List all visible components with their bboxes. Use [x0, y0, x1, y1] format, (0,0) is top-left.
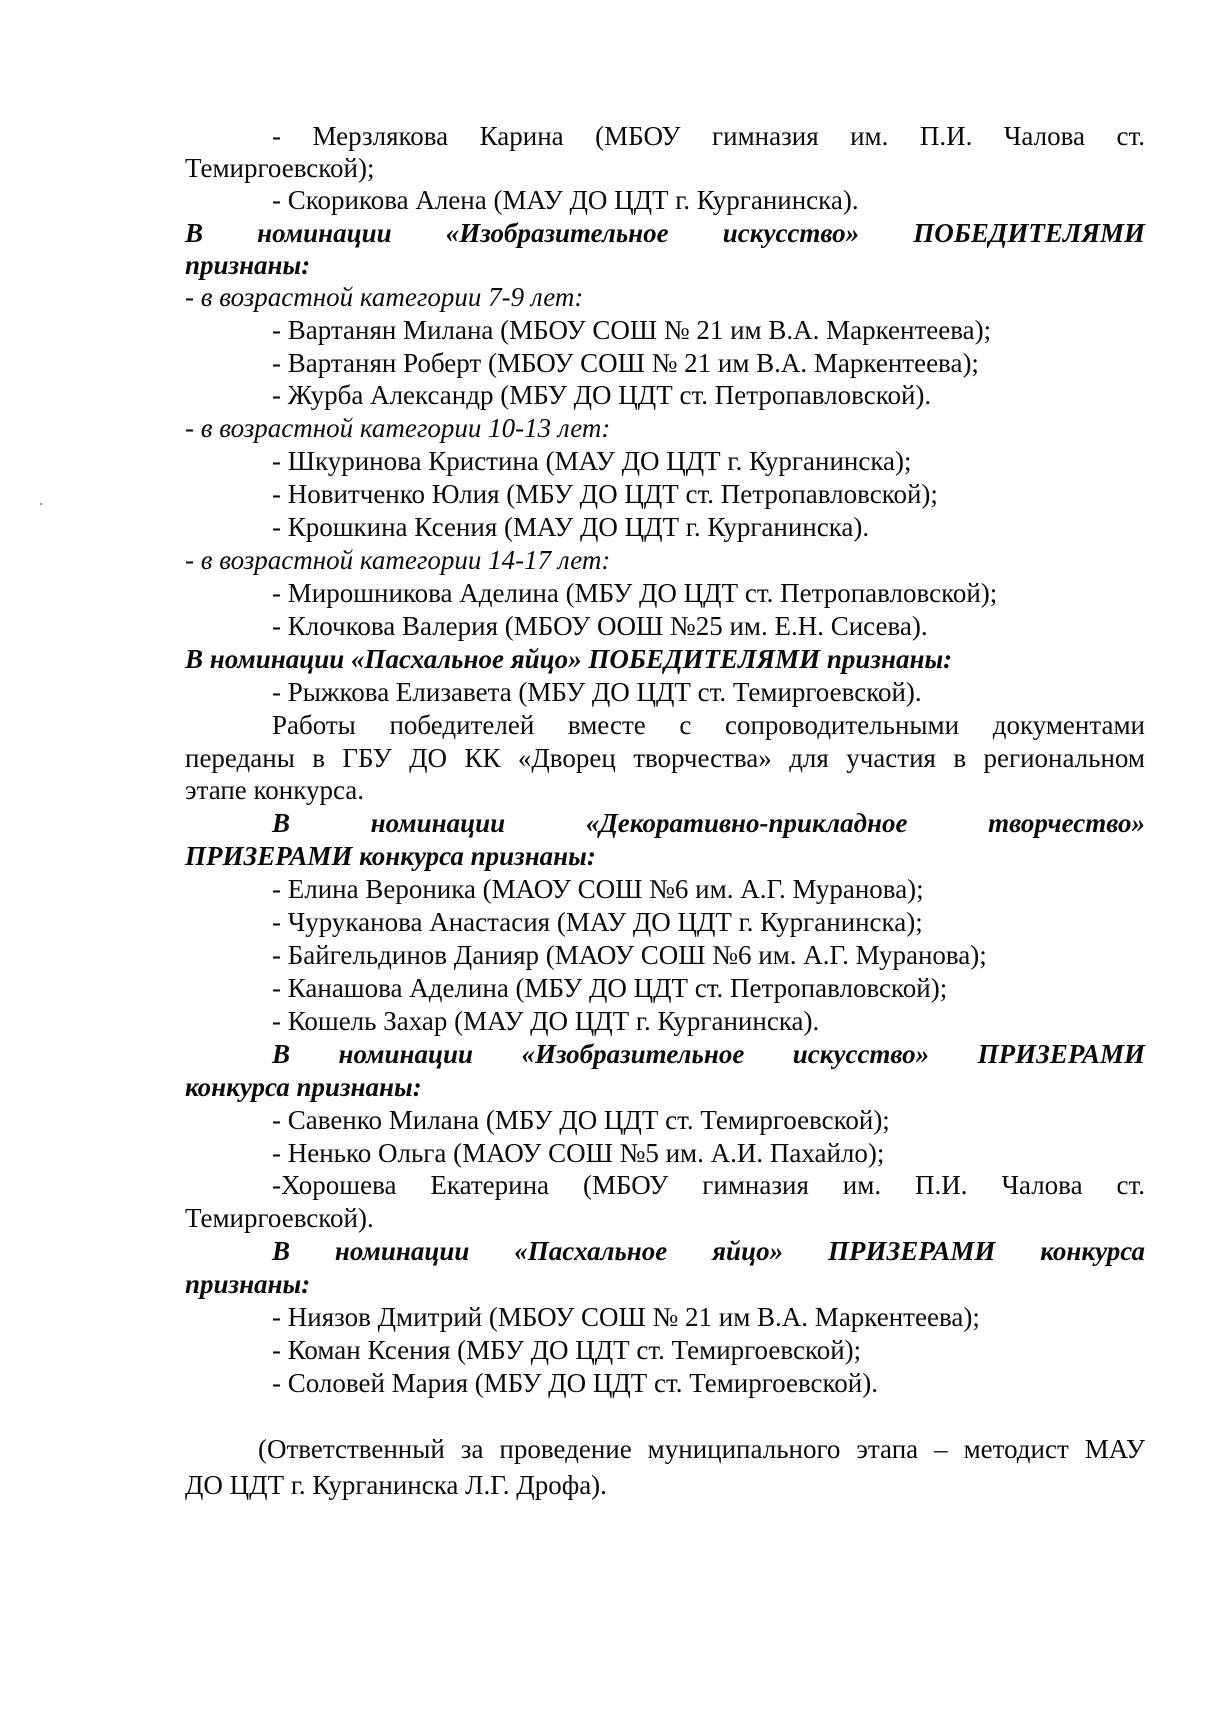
text-line: признаны:	[185, 1269, 311, 1299]
text-line: - Скорикова Алена (МАУ ДО ЦДТ г. Курганинска).	[272, 185, 859, 215]
text-line: - Вартанян Милана (МБОУ СОШ № 21 им В.А. Маркентеева);	[272, 315, 992, 345]
text-line: В номинации «Пасхальное яйцо» ПОБЕДИТЕЛЯМИ признаны:	[185, 644, 953, 674]
text-line: Темиргоевской).	[185, 1203, 374, 1233]
text-line: - в возрастной категории 7-9 лет:	[185, 282, 584, 312]
text-line: признаны:	[185, 250, 311, 280]
text-line: этапе конкурса.	[185, 775, 365, 805]
text-line: (Ответственный за проведение муниципального этапа – методист МАУ	[258, 1434, 1145, 1464]
text-line: - Канашова Аделина (МБУ ДО ЦДТ ст. Петропавловской);	[272, 973, 948, 1003]
text-line: - Журба Александр (МБУ ДО ЦДТ ст. Петропавловской).	[272, 380, 932, 410]
text-line: - в возрастной категории 14-17 лет:	[185, 545, 611, 575]
text-line: - Вартанян Роберт (МБОУ СОШ № 21 им В.А. Маркентеева);	[272, 348, 979, 378]
text-line: - Елина Вероника (МАОУ СОШ №6 им. А.Г. Муранова);	[272, 874, 924, 904]
text-line: - Чуруканова Анастасия (МАУ ДО ЦДТ г. Курганинска);	[272, 907, 923, 937]
text-line: - Рыжкова Елизавета (МБУ ДО ЦДТ ст. Темиргоевской).	[272, 677, 922, 707]
text-line: переданы в ГБУ ДО КК «Дворец творчества» для участия в региональном	[185, 743, 1145, 773]
scan-speck	[40, 503, 42, 505]
text-line: - Кошель Захар (МАУ ДО ЦДТ г. Курганинска).	[272, 1006, 820, 1036]
text-line: ПРИЗЕРАМИ конкурса признаны:	[185, 841, 596, 871]
text-line: ДО ЦДТ г. Курганинска Л.Г. Дрофа).	[185, 1470, 607, 1500]
text-line: В номинации «Изобразительное искусство» ПРИЗЕРАМИ	[272, 1039, 1145, 1069]
text-line: Темиргоевской);	[185, 153, 375, 183]
text-line: - Клочкова Валерия (МБОУ ООШ №25 им. Е.Н. Сисева).	[272, 611, 928, 641]
text-line: Работы победителей вместе с сопроводительными документами	[272, 710, 1145, 740]
text-line: - Соловей Мария (МБУ ДО ЦДТ ст. Темиргоевской).	[272, 1368, 878, 1398]
text-line: - Байгельдинов Данияр (МАОУ СОШ №6 им. А.Г. Муранова);	[272, 940, 987, 970]
text-line: - Ненько Ольга (МАОУ СОШ №5 им. А.И. Пахайло);	[272, 1138, 885, 1168]
text-line: - Крошкина Ксения (МАУ ДО ЦДТ г. Курганинска).	[272, 512, 870, 542]
text-line: - Мирошникова Аделина (МБУ ДО ЦДТ ст. Петропавловской);	[272, 578, 998, 608]
text-line: - Савенко Милана (МБУ ДО ЦДТ ст. Темиргоевской);	[272, 1105, 890, 1135]
text-line: - Ниязов Дмитрий (МБОУ СОШ № 21 им В.А. Маркентеева);	[272, 1302, 980, 1332]
text-line: -Хорошева Екатерина (МБОУ гимназия им. П.И. Чалова ст.	[272, 1170, 1145, 1200]
text-line: - Коман Ксения (МБУ ДО ЦДТ ст. Темиргоевской);	[272, 1335, 862, 1365]
text-line: - Мерзлякова Карина (МБОУ гимназия им. П.И. Чалова ст.	[272, 121, 1145, 151]
text-line: - Новитченко Юлия (МБУ ДО ЦДТ ст. Петропавловской);	[272, 479, 938, 509]
text-line: В номинации «Пасхальное яйцо» ПРИЗЕРАМИ конкурса	[272, 1236, 1145, 1266]
text-line: - Шкуринова Кристина (МАУ ДО ЦДТ г. Курганинска);	[272, 446, 912, 476]
text-line: - в возрастной категории 10-13 лет:	[185, 413, 611, 443]
text-line: конкурса признаны:	[185, 1072, 422, 1102]
text-line: В номинации «Изобразительное искусство» ПОБЕДИТЕЛЯМИ	[185, 218, 1145, 248]
text-line: В номинации «Декоративно-прикладное творчество»	[272, 808, 1145, 838]
